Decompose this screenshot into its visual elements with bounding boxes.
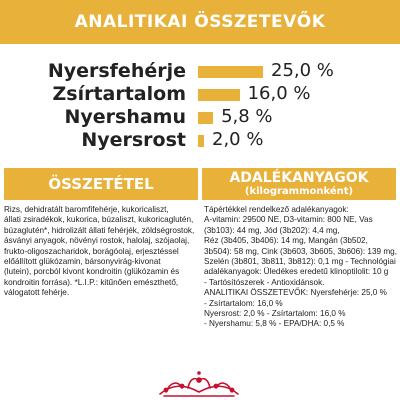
royal-canin-crown-icon (154, 368, 244, 400)
nutrient-bar (198, 135, 204, 147)
additives-line: (3b103): 44 mg, Jód (3b202): 4,4 mg, (204, 225, 340, 235)
composition-line: kondroitin forrása). *L.I.P.: kitűnően emészthető, (4, 277, 179, 287)
composition-line: válogatott fehérje. (4, 288, 70, 298)
additives-line: - Tartósítószerek - Antioxidánsok. (204, 277, 325, 287)
additives-line: Réz (3b405, 3b406): 14 mg, Mangán (3b502, (204, 236, 368, 246)
composition-line: előállított glükózamin, bársonyvirág-kivonat (4, 257, 161, 267)
nutrient-name: Nyersfehérje (47, 60, 186, 82)
nutrient-row-fibre (0, 127, 400, 153)
nutrient-value: 25,0 % (271, 60, 334, 81)
nutrient-name: Nyersrost (81, 129, 186, 151)
additives-line: - Zsírtartalom: 16,0 % (204, 298, 283, 308)
nutrient-name: Nyershamu (64, 106, 186, 128)
composition-header (4, 168, 198, 200)
composition-title: ÖSSZETÉTEL (48, 175, 154, 193)
nutrient-bar (198, 89, 240, 101)
additives-line: Nyersrost: 2,0 % - Zsírtartalom: 16,0 % (204, 309, 346, 319)
composition-line: (lutein), porcból kivont kondroitin (glükózamin és (4, 267, 180, 277)
nutrient-name: Zsírtartalom (52, 83, 186, 105)
additives-line: Tápértékkel rendelkező adalékanyagok: (204, 205, 349, 214)
banner-title: ANALITIKAI ÖSSZETEVŐK (74, 12, 326, 32)
additives-header (202, 168, 396, 200)
composition-line: állati zsiradékok, kukorica, búzaliszt, kukoricaglutén, (4, 215, 194, 225)
composition-line: búzaglutén*, hidrolizált állati fehérjék, zöldségrostok, (4, 225, 195, 235)
nutrient-bar (198, 66, 263, 78)
analytical-constituents-banner (0, 0, 400, 44)
composition-line: ásványi anyagok, növényi rostok, halolaj, szójaolaj, (4, 236, 190, 246)
additives-subtitle: (kilogrammonként) (244, 186, 354, 197)
nutrient-value: 2,0 % (212, 129, 264, 150)
additives-line: adalékanyagok: Üledékes eredetű klinoptilolit: 10 g (204, 267, 389, 277)
additives-title: ADALÉKANYAGOK (229, 170, 369, 186)
composition-line: frukto-oligoszacharidok, borágóolaj, erjesztéssel (4, 246, 179, 256)
nutrient-bar (198, 112, 213, 124)
additives-line: A-vitamin: 29500 NE, D3-vitamin: 800 NE, Vas (204, 215, 373, 225)
additives-line: ANALITIKAI ÖSSZETEVŐK: Nyersfehérje: 25,0 % (204, 288, 387, 298)
additives-line: - Nyershamu: 5,8 % - EPA/DHA: 0,5 % (204, 319, 345, 329)
additives-line: 3b504): 58 mg, Cink (3b603, 3b605, 3b606): 139 mg, (204, 246, 397, 256)
composition-line: Rizs, dehidratált baromfifehérje, kukoricaliszt, (4, 205, 169, 214)
nutrient-value: 16,0 % (247, 83, 311, 104)
composition-text (4, 205, 198, 299)
additives-line: Szelén (3b801, 3b811, 3b812): 0,1 mg - Technológiai (204, 257, 396, 267)
nutrient-value: 5,8 % (221, 106, 273, 127)
additives-text (204, 205, 398, 330)
